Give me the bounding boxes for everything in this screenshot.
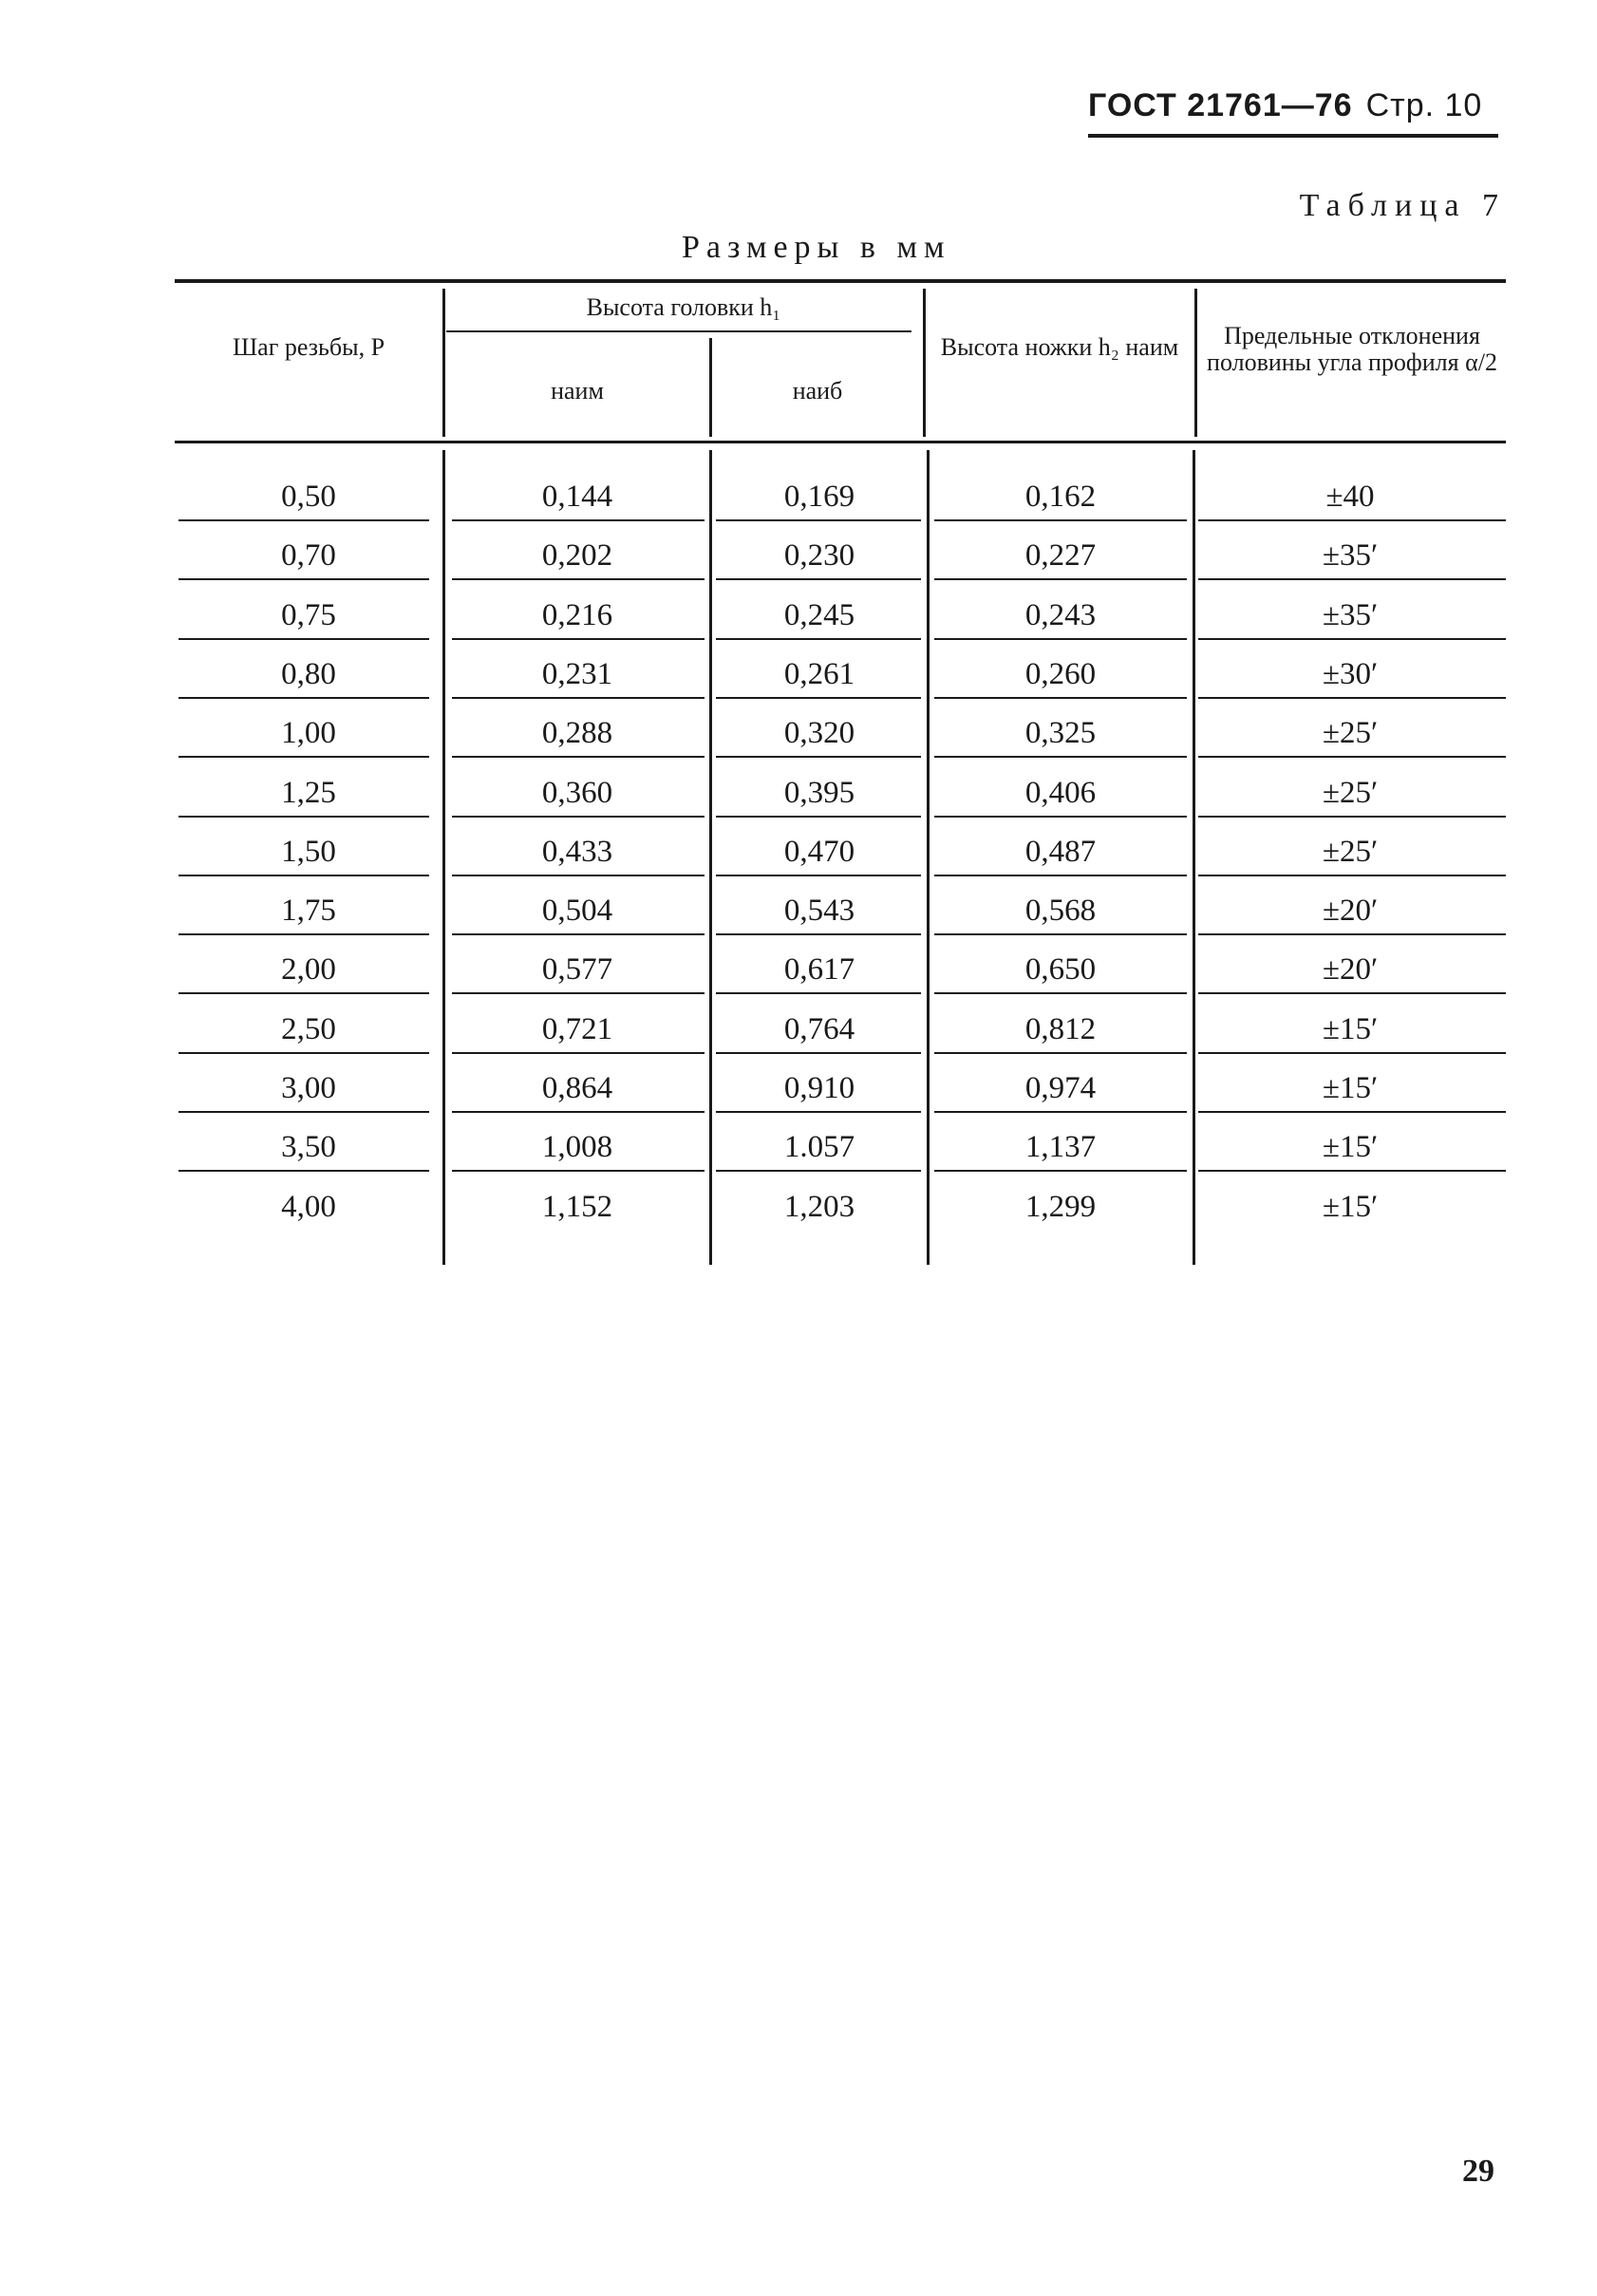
row-separator: [178, 933, 429, 935]
header-divider: [709, 338, 712, 437]
cell-pitch: 4,00: [281, 1189, 336, 1224]
cell-pitch: 1,75: [281, 894, 336, 929]
cell-pitch: 3,50: [281, 1130, 336, 1165]
row-separator: [178, 1111, 429, 1113]
cell-deviation: ±15′: [1322, 1011, 1379, 1046]
row-separator: [178, 756, 429, 758]
table-top-rule: [175, 279, 1506, 283]
row-separator: [934, 578, 1187, 580]
row-separator: [452, 816, 705, 818]
row-separator: [1198, 697, 1506, 699]
cell-pitch: 0,70: [281, 538, 336, 574]
cell-foot-min: 0,227: [1024, 538, 1097, 574]
cell-deviation: ±15′: [1322, 1189, 1379, 1224]
cell-head-min: 0,288: [541, 716, 613, 751]
row-separator: [1198, 1170, 1506, 1172]
cell-head-min: 0,433: [541, 834, 613, 869]
column-header-head-min: наим: [551, 377, 604, 405]
cell-pitch: 3,00: [281, 1071, 336, 1105]
row-separator: [452, 933, 705, 935]
row-separator: [452, 638, 705, 640]
row-separator: [934, 875, 1187, 876]
row-separator: [934, 638, 1187, 640]
cell-head-min: 0,202: [541, 538, 613, 574]
row-separator: [178, 1052, 429, 1054]
row-separator: [452, 519, 705, 521]
row-separator: [716, 1111, 921, 1113]
column-header-head-max: наиб: [792, 377, 843, 405]
cell-foot-min: 0,325: [1024, 716, 1097, 751]
row-separator: [1198, 578, 1506, 580]
row-separator: [452, 992, 705, 994]
column-header-head-height: Высота головки h₁: [586, 293, 781, 321]
row-separator: [452, 697, 705, 699]
row-separator: [716, 1052, 921, 1054]
units-caption: Размеры в мм: [682, 230, 951, 265]
row-separator: [1198, 519, 1506, 521]
cell-deviation: ±25′: [1322, 834, 1379, 869]
header-bottom-rule: [175, 441, 1506, 443]
row-separator: [1198, 875, 1506, 876]
cell-head-max: 0,230: [783, 538, 855, 574]
row-separator: [716, 1170, 921, 1172]
cell-foot-min: 0,650: [1024, 952, 1097, 988]
cell-deviation: ±15′: [1322, 1130, 1379, 1165]
cell-head-min: 0,144: [541, 480, 613, 514]
column-header-foot-height: Высота ножки h₂ наим: [940, 333, 1179, 361]
row-separator: [452, 875, 705, 876]
row-separator: [1198, 638, 1506, 640]
cell-head-max: 1.057: [783, 1130, 855, 1165]
row-separator: [178, 875, 429, 876]
cell-foot-min: 0,487: [1024, 834, 1097, 869]
page-reference: Стр. 10: [1365, 87, 1483, 123]
row-separator: [716, 875, 921, 876]
cell-foot-min: 1,299: [1024, 1189, 1097, 1224]
row-separator: [1198, 992, 1506, 994]
row-separator: [716, 933, 921, 935]
row-separator: [716, 992, 921, 994]
row-separator: [934, 1170, 1187, 1172]
cell-head-max: 0,764: [783, 1011, 855, 1046]
row-separator: [1198, 816, 1506, 818]
cell-head-max: 1,203: [783, 1189, 855, 1224]
cell-head-max: 0,261: [783, 656, 855, 691]
cell-foot-min: 0,812: [1024, 1011, 1097, 1046]
row-separator: [1198, 933, 1506, 935]
row-separator: [934, 992, 1187, 994]
cell-pitch: 0,80: [281, 656, 336, 691]
row-separator: [716, 756, 921, 758]
cell-pitch: 1,00: [281, 716, 336, 751]
row-separator: [716, 816, 921, 818]
cell-foot-min: 0,162: [1024, 480, 1097, 514]
cell-head-min: 0,360: [541, 775, 613, 810]
row-separator: [452, 756, 705, 758]
row-separator: [178, 697, 429, 699]
cell-head-max: 0,245: [783, 597, 855, 632]
row-separator: [1198, 1111, 1506, 1113]
row-separator: [452, 578, 705, 580]
cell-pitch: 0,50: [281, 480, 336, 514]
cell-head-min: 0,216: [541, 597, 613, 632]
cell-deviation: ±20′: [1322, 894, 1379, 929]
cell-head-min: 0,721: [541, 1011, 613, 1046]
row-separator: [178, 816, 429, 818]
cell-deviation: ±20′: [1322, 952, 1379, 988]
cell-head-max: 0,910: [783, 1071, 855, 1105]
body-divider: [709, 450, 712, 1265]
standard-number: ГОСТ 21761—76: [1088, 87, 1353, 123]
row-separator: [452, 1052, 705, 1054]
cell-pitch: 1,50: [281, 834, 336, 869]
cell-pitch: 0,75: [281, 597, 336, 632]
column-header-deviation: Предельные отклонения половины угла профиля α/2: [1207, 322, 1497, 376]
cell-head-max: 0,470: [783, 834, 855, 869]
cell-deviation: ±35′: [1322, 597, 1379, 632]
row-separator: [934, 697, 1187, 699]
cell-deviation: ±15′: [1322, 1071, 1379, 1105]
body-divider: [1193, 450, 1195, 1265]
cell-pitch: 2,00: [281, 952, 336, 988]
row-separator: [178, 519, 429, 521]
cell-deviation: ±25′: [1322, 775, 1379, 810]
cell-head-max: 0,169: [783, 480, 855, 514]
row-separator: [452, 1111, 705, 1113]
cell-head-max: 0,320: [783, 716, 855, 751]
row-separator: [934, 933, 1187, 935]
cell-head-max: 0,617: [783, 952, 855, 988]
row-separator: [1198, 756, 1506, 758]
body-divider: [442, 450, 445, 1265]
header-subrule: [446, 330, 911, 332]
cell-foot-min: 0,568: [1024, 894, 1097, 929]
row-separator: [452, 1170, 705, 1172]
cell-head-min: 1,152: [541, 1189, 613, 1224]
cell-head-max: 0,395: [783, 775, 855, 810]
header-divider: [442, 289, 445, 437]
row-separator: [716, 697, 921, 699]
table-label: Таблица 7: [1299, 188, 1506, 223]
cell-head-min: 0,864: [541, 1071, 613, 1105]
row-separator: [934, 816, 1187, 818]
row-separator: [178, 1170, 429, 1172]
cell-foot-min: 1,137: [1024, 1130, 1097, 1165]
cell-head-min: 0,504: [541, 894, 613, 929]
row-separator: [934, 1052, 1187, 1054]
cell-deviation: ±35′: [1322, 538, 1379, 574]
cell-pitch: 2,50: [281, 1011, 336, 1046]
row-separator: [178, 992, 429, 994]
header-divider: [1194, 289, 1197, 437]
row-separator: [178, 578, 429, 580]
cell-foot-min: 0,406: [1024, 775, 1097, 810]
row-separator: [716, 578, 921, 580]
cell-head-min: 0,577: [541, 952, 613, 988]
cell-head-max: 0,543: [783, 894, 855, 929]
row-separator: [934, 1111, 1187, 1113]
cell-head-min: 0,231: [541, 656, 613, 691]
cell-deviation: ±30′: [1322, 656, 1379, 691]
cell-foot-min: 0,260: [1024, 656, 1097, 691]
page-number: 29: [1462, 2154, 1494, 2189]
row-separator: [1198, 1052, 1506, 1054]
row-separator: [934, 519, 1187, 521]
cell-foot-min: 0,974: [1024, 1071, 1097, 1105]
body-divider: [927, 450, 930, 1265]
row-separator: [934, 756, 1187, 758]
header-divider: [923, 289, 926, 437]
row-separator: [716, 519, 921, 521]
cell-deviation: ±25′: [1322, 716, 1379, 751]
cell-foot-min: 0,243: [1024, 597, 1097, 632]
column-header-pitch: Шаг резьбы, P: [232, 333, 385, 361]
document-header: [1088, 87, 1498, 138]
row-separator: [716, 638, 921, 640]
row-separator: [178, 638, 429, 640]
cell-pitch: 1,25: [281, 775, 336, 810]
cell-deviation: ±40: [1325, 480, 1375, 514]
cell-head-min: 1,008: [541, 1130, 613, 1165]
